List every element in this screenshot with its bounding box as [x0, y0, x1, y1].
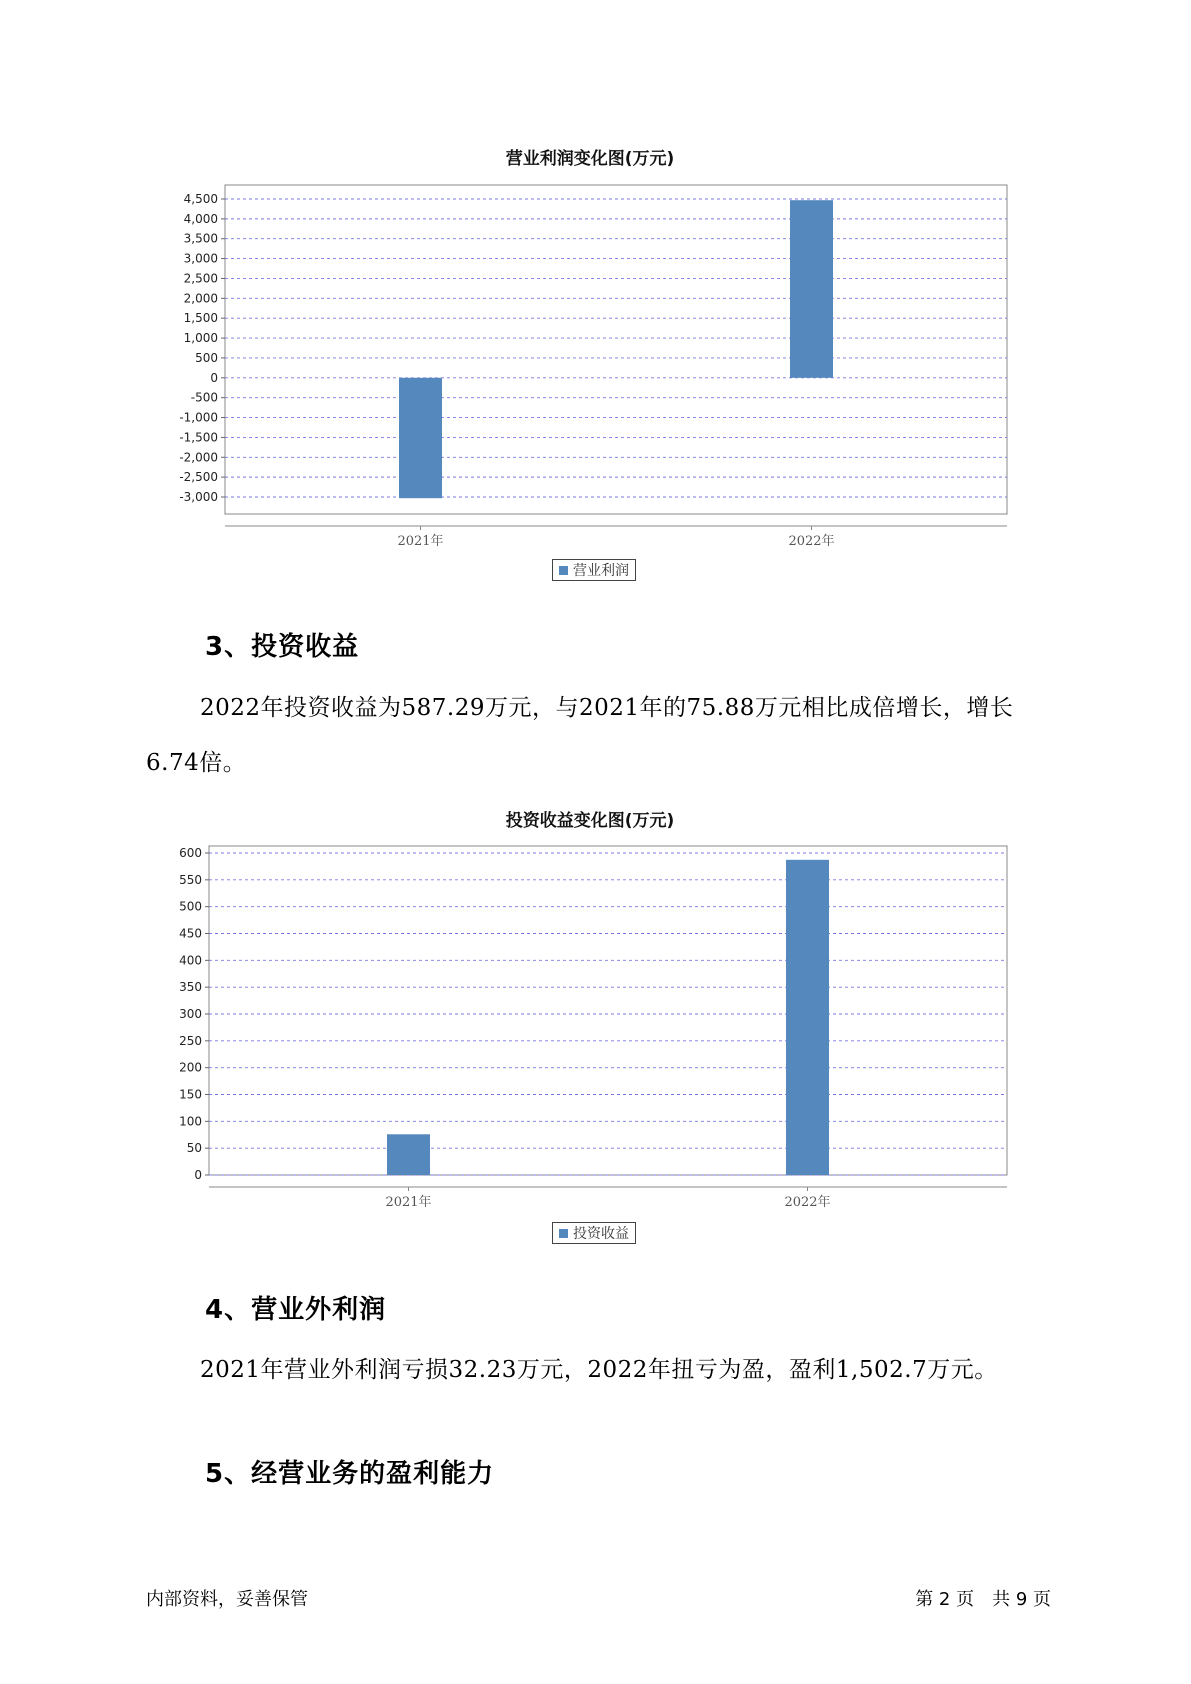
plot-area: [209, 846, 1007, 1175]
y-tick-label: 250: [179, 1033, 202, 1048]
investment-chart-title: 投资收益变化图(万元): [505, 811, 675, 831]
investment-legend-label: 投资收益: [573, 1226, 629, 1242]
y-tick-label: 550: [179, 872, 202, 887]
y-tick-label: 350: [179, 980, 202, 995]
y-tick-label: 100: [179, 1114, 202, 1129]
profit-chart-title: 营业利润变化图(万元): [505, 149, 675, 169]
y-tick-label: 3,500: [183, 231, 218, 246]
x-tick-label: 2021年: [385, 1195, 432, 1210]
section-3-heading: 3、投资收益: [205, 632, 360, 662]
bar: [786, 860, 829, 1175]
investment-chart-legend: [552, 1222, 636, 1244]
y-tick-label: 450: [179, 926, 202, 941]
section-3-paragraph: 2022年投资收益为587.29万元，与2021年的75.88万元相比成倍增长，增长6.74倍。: [146, 695, 1014, 776]
y-tick-label: 300: [179, 1007, 202, 1021]
y-tick-label: -3,000: [179, 490, 218, 504]
y-tick-label: 3,000: [183, 251, 218, 266]
y-tick-label: -500: [190, 390, 218, 405]
y-tick-label: -2,500: [179, 470, 218, 485]
y-tick-label: -2,000: [179, 450, 218, 465]
legend-swatch: [559, 1229, 568, 1238]
y-tick-label: 50: [186, 1141, 202, 1156]
y-tick-label: 1,000: [183, 331, 218, 346]
footer-confidential-note: 内部资料，妥善保管: [146, 1589, 308, 1610]
y-tick-label: 400: [179, 953, 202, 968]
y-tick-label: 4,000: [183, 211, 218, 226]
y-tick-label: 500: [195, 350, 218, 365]
x-tick-label: 2021年: [397, 534, 444, 549]
y-tick-label: 1,500: [183, 311, 218, 326]
footer-page-number: 第 2 页 共 9 页: [915, 1589, 1051, 1610]
y-tick-label: 4,500: [183, 192, 218, 206]
section-4-heading: 4、营业外利润: [205, 1295, 387, 1325]
x-tick-label: 2022年: [784, 1195, 831, 1210]
y-tick-label: 0: [210, 370, 218, 385]
y-tick-label: 2,500: [183, 271, 218, 286]
y-tick-label: 200: [179, 1060, 202, 1075]
y-tick-label: 2,000: [183, 291, 218, 306]
profit-legend-label: 营业利润: [573, 563, 629, 579]
y-tick-label: 500: [179, 899, 202, 914]
y-tick-label: 150: [179, 1087, 202, 1102]
section-4-paragraph: 2021年营业外利润亏损32.23万元，2022年扭亏为盈，盈利1,502.7万元。: [200, 1357, 998, 1383]
y-tick-label: 600: [179, 846, 202, 860]
x-tick-label: 2022年: [788, 534, 835, 549]
bar: [387, 1134, 430, 1175]
y-tick-label: -1,500: [179, 430, 218, 445]
y-tick-label: -1,000: [179, 410, 218, 425]
section-5-heading: 5、经营业务的盈利能力: [205, 1459, 495, 1489]
y-tick-label: 0: [194, 1168, 202, 1182]
